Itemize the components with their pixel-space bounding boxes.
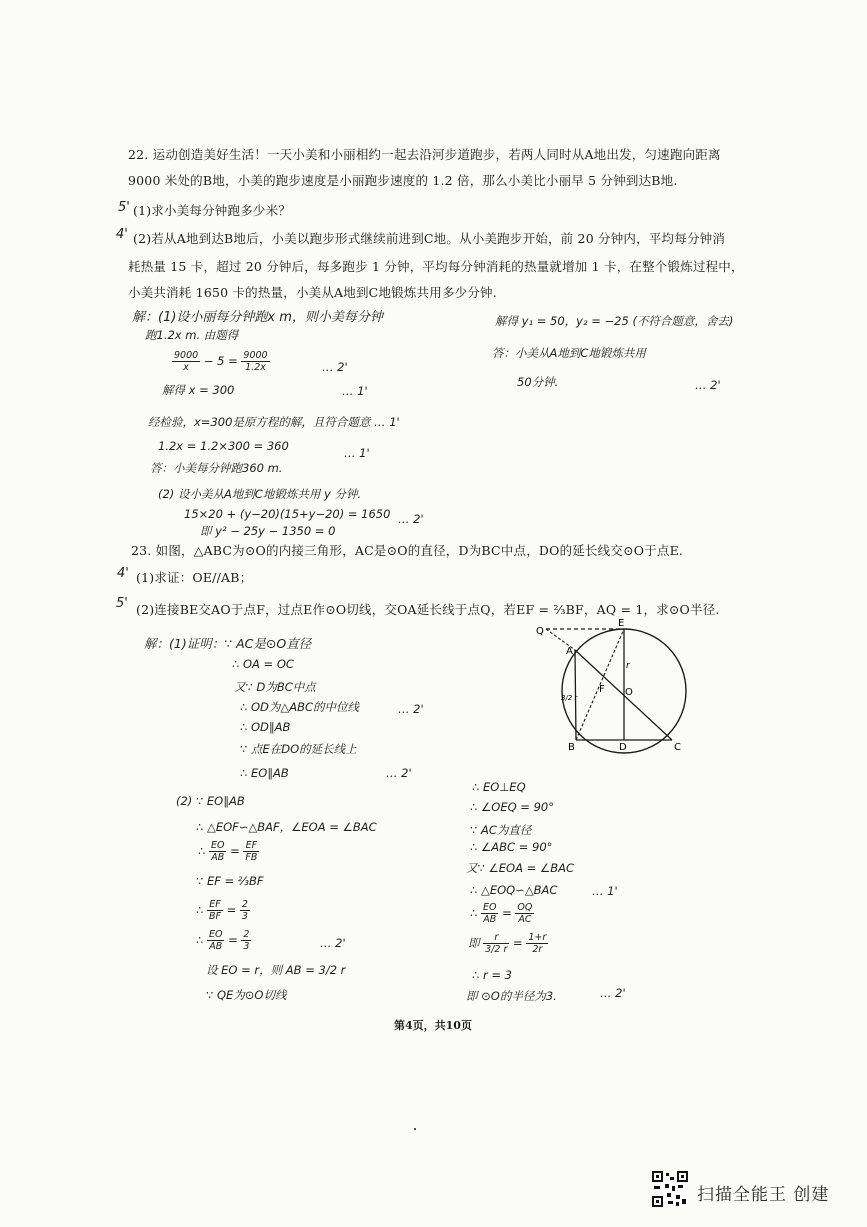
c8-rn: 1+r [528, 932, 547, 943]
q22-line2: 9000 米处的B地，小美的跑步速度是小丽跑步速度的 1.2 倍，那么小美比小丽早 5 分钟到达B地. [128, 173, 678, 188]
page-footer: 第4页，共10页 [394, 1019, 472, 1032]
label-a: A [566, 646, 573, 657]
q23-mark-c2: … 2' [600, 986, 626, 1000]
q23-sol-c1: ∴ EO⊥EQ [472, 780, 526, 794]
q23-line1: 23. 如图，△ABC为⊙O的内接三角形，AC是⊙O的直径，D为BC中点，DO的延长线交⊙O于点E. [131, 543, 684, 558]
q23-sol-c5: 又∵ ∠EOA = ∠BAC [466, 861, 575, 875]
q23-sol-b1: (2) ∵ EO∥AB [176, 794, 245, 808]
c8-ld: 3/2 r [485, 944, 508, 955]
label-r: r [626, 661, 630, 671]
q22-sol-l2: 跑1.2x m. 由题得 [145, 328, 239, 342]
q22-sol-l7: 答：小美每分钟跑360 m. [150, 461, 283, 475]
b3-ld: AB [211, 852, 225, 863]
eq-mid: − 5 = [203, 354, 238, 368]
c8-eq: = [513, 936, 523, 950]
q22-mark-5: … 2' [695, 378, 721, 392]
eq-left-num: 9000 [174, 350, 199, 361]
label-c: C [674, 742, 681, 753]
b6-eq: = [228, 933, 238, 947]
q23-geometry-figure [528, 616, 698, 756]
c8-pre: 即 [468, 936, 480, 950]
b6-pre: ∴ [196, 933, 204, 947]
q23-sol-b3 [198, 840, 259, 863]
qr-code-icon [652, 1171, 688, 1207]
b5-eq: = [226, 903, 237, 917]
q23-sol-b8: ∵ QE为⊙O切线 [206, 988, 287, 1002]
q23-sol-c6: ∴ △EOQ∽△BAC [470, 883, 558, 897]
watermark-text: 扫描全能王 创建 [697, 1185, 830, 1205]
q23-sol-a1: 解：(1)证明：∵ AC是⊙O直径 [144, 636, 312, 651]
c7-eq: = [502, 906, 512, 920]
q22-sol-l1: 解：(1)设小丽每分钟跑x m，则小美每分钟 [132, 310, 383, 325]
q23-mark-a2: … 2' [386, 766, 412, 780]
b3-rd: FB [245, 852, 258, 863]
b5-rn: 2 [241, 899, 248, 910]
q23-mark-a1: … 2' [398, 702, 424, 716]
b3-rn: EF [243, 840, 259, 852]
q22-sol-l9: 15×20 + (y−20)(15+y−20) = 1650 [184, 507, 391, 521]
q22-sub2-line3: 小美共消耗 1650 卡的热量，小美从A地到C地锻炼共用多少分钟. [128, 285, 497, 300]
c7-pre: ∴ [470, 906, 478, 920]
eq-right-den: 1.2x [245, 362, 266, 373]
q23-sol-a7: ∴ EO∥AB [240, 766, 289, 780]
label-ab-length: 3/2 r [561, 694, 578, 702]
q23-score-1: 4' [117, 566, 129, 581]
q22-sub1: (1)求小美每分钟跑多少米？ [133, 203, 292, 218]
q23-mark-b1: … 2' [320, 936, 346, 950]
q23-sol-b2: ∴ △EOF∽△BAF，∠EOA = ∠BAC [196, 820, 377, 834]
c7-rn: OQ [517, 902, 533, 913]
q22-sol-r3: 50分钟. [517, 375, 559, 389]
q22-mark-1: … 2' [322, 360, 348, 374]
label-q: Q [536, 626, 544, 637]
q22-mark-3: … 1' [344, 446, 370, 460]
b6-ld: AB [209, 941, 223, 952]
b3-ln: EO [210, 840, 225, 851]
b3-pre: ∴ [198, 844, 206, 858]
q23-sol-a4: ∴ OD为△ABC的中位线 [240, 700, 360, 714]
c8-ln: r [483, 932, 509, 944]
label-f: F [599, 684, 605, 695]
q23-sol-c3: ∵ AC为直径 [470, 823, 532, 837]
q22-sol-r2: 答：小美从A地到C地锻炼共用 [492, 346, 646, 360]
b5-pre: ∴ [196, 903, 204, 917]
q23-score-2: 5' [116, 596, 128, 611]
q23-sol-b5 [196, 899, 250, 922]
q22-sol-l10: 即 y² − 25y − 1350 = 0 [200, 524, 336, 538]
q22-mark-2: … 1' [342, 384, 368, 398]
q23-sol-a3: 又∵ D为BC中点 [234, 680, 316, 694]
b5-ln: EF [207, 899, 223, 911]
q23-sol-c7 [470, 902, 534, 925]
q23-sol-c10: 即 ⊙O的半径为3. [466, 989, 557, 1003]
label-b: B [568, 742, 575, 753]
q23-sol-a6: ∵ 点E在DO的延长线上 [240, 742, 357, 756]
q23-sol-c2: ∴ ∠OEQ = 90° [470, 800, 554, 814]
q23-sol-b7: 设 EO = r，则 AB = 3/2 r [206, 963, 346, 977]
c7-ln: EO [482, 902, 497, 913]
c7-ld: AB [483, 914, 497, 925]
q23-sol-c8 [468, 932, 548, 955]
q22-sol-l5: 经检验，x=300是原方程的解，且符合题意 … 1' [148, 415, 400, 429]
label-e: E [618, 618, 625, 629]
b3-eq: = [230, 844, 240, 858]
q23-sol-a2: ∴ OA = OC [232, 657, 294, 671]
q22-sub2-line2: 耗热量 15 卡，超过 20 分钟后，每多跑步 1 分钟，平均每分钟消耗的热量就增加 1 卡，在整个锻炼过程中， [128, 259, 744, 274]
b5-ld: BF [208, 911, 221, 922]
q22-sol-l4: 解得 x = 300 [162, 383, 235, 397]
q22-sol-r1: 解得 y₁ = 50，y₂ = −25 (不符合题意，舍去) [495, 314, 734, 328]
q22-sol-l8: (2) 设小美从A地到C地锻炼共用 y 分钟. [158, 487, 362, 501]
q23-sol-b6 [196, 929, 251, 952]
speck [414, 1128, 416, 1130]
q23-sol-b4: ∵ EF = ⅔BF [196, 874, 264, 888]
c8-rd: 2r [532, 944, 543, 955]
eq-right-num: 9000 [243, 350, 268, 361]
c7-rd: AC [518, 914, 532, 925]
q23-sol-a5: ∴ OD∥AB [240, 720, 291, 734]
q23-sub1: (1)求证：OE//AB； [136, 570, 253, 585]
q22-score-2: 4' [116, 227, 128, 242]
b6-ln: EO [208, 929, 223, 940]
b5-rd: 3 [241, 911, 248, 922]
q22-sol-l6: 1.2x = 1.2×300 = 360 [158, 439, 289, 453]
label-o: O [625, 687, 633, 698]
q22-sub2-line1: (2)若从A地到达B地后，小美以跑步形式继续前进到C地。从小美跑步开始，前 20 分钟内，平均每分钟消 [133, 231, 726, 246]
eq-left-den: x [183, 362, 189, 373]
b6-rn: 2 [243, 929, 250, 940]
q23-mark-c1: … 1' [592, 884, 618, 898]
q22-line1: 22. 运动创造美好生活！一天小美和小丽相约一起去沿河步道跑步，若两人同时从A地出发，匀速跑向距离 [128, 147, 721, 162]
b6-rd: 3 [243, 941, 250, 952]
q23-sub2: (2)连接BE交AO于点F，过点E作⊙O切线，交OA延长线于点Q，若EF = ⅔BF，AQ = 1，求⊙O半径. [136, 602, 720, 617]
q23-sol-c9: ∴ r = 3 [472, 968, 512, 982]
q22-mark-4: … 2' [398, 512, 424, 526]
q22-equation [172, 350, 270, 373]
label-d: D [619, 742, 627, 753]
q22-score-1: 5' [118, 200, 130, 215]
q23-sol-c4: ∴ ∠ABC = 90° [470, 840, 553, 854]
